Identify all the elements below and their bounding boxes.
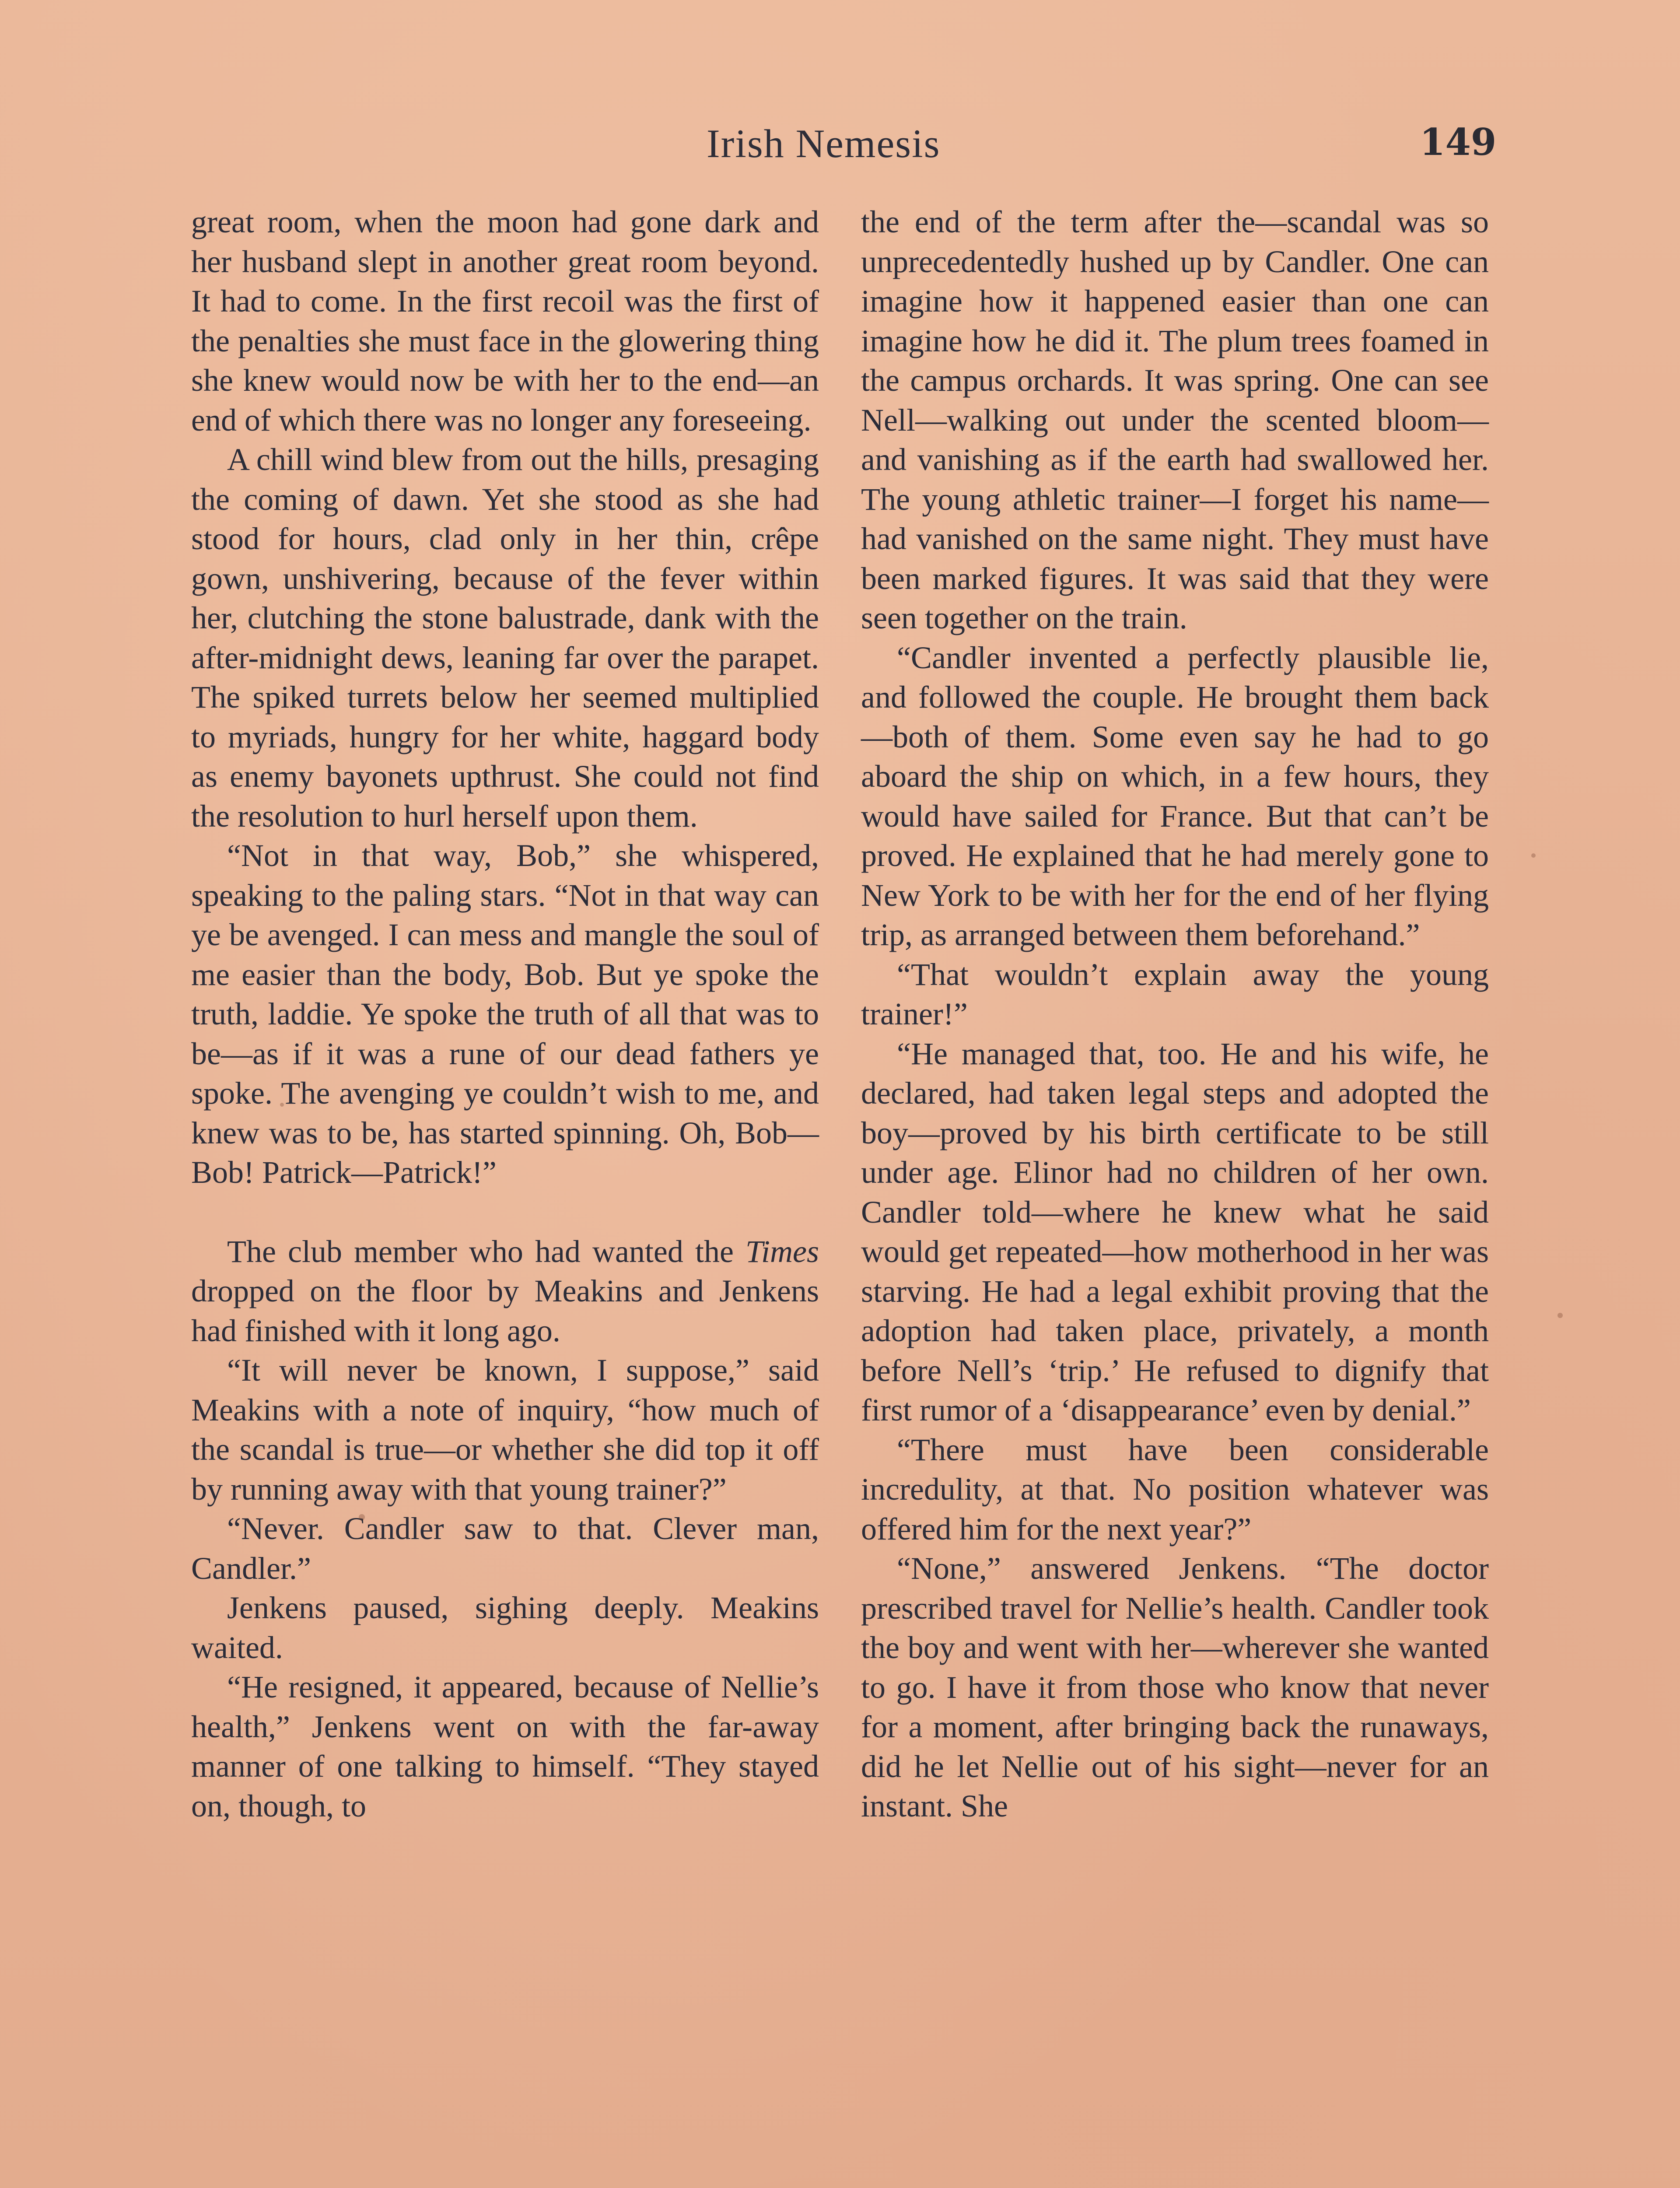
paper-speck [1531,853,1536,858]
paragraph: the end of the term after the—scandal was so unprecedentedly hushed up by Candler. One can imagine how it happened easier than one can imagine how he did it. The plum trees foamed in the campus orchards. It was spring. One can see Nell—walking out under the scented bloom—and vanishing as if the earth had swallowed her. The young athletic trainer—I forget his name—had vanished on the same night. They must have been marked figures. It was said that they were seen together on the train. [861,204,1489,635]
running-title: Irish Nemesis [707,121,941,166]
paragraph-text: The club member who had wanted [227,1234,683,1269]
paper-speck [1558,1313,1563,1318]
paper-speck [359,1514,365,1520]
paragraph-text: the [695,1234,734,1269]
paper-speck [280,1103,284,1107]
paragraph: “Never. Candler saw to that. Clever man, Candler.” [191,1511,819,1586]
paragraph: Jenkens paused, sighing deeply. Meakins waited. [191,1590,819,1665]
newspaper-title: Times [745,1234,819,1269]
paragraph-text: dropped on the floor by Meakins and Jenkens had finished with it long ago. [191,1273,819,1348]
paragraph: “It will never be known, I suppose,” said Meakins with a note of inquiry, “how much of the scandal is true—or whether she did top it off by running away with that young trainer?” [191,1353,819,1507]
page-header [0,120,1680,173]
paragraph: great room, when the moon had gone dark and her husband slept in another great room beyond. It had to come. In the first recoil was the first of the penalties she must face in the glowering thing she knew would now be with her to the end—an end of which there was no longer any foreseeing. [191,204,819,438]
paragraph: “There must have been considerable incredulity, at that. No position whatever was offered him for the next year?” [861,1432,1489,1546]
paragraph [191,1232,819,1351]
paragraph: “Not in that way, Bob,” she whispered, speaking to the paling stars. “Not in that way can ye be avenged. I can mess and mangle the soul of me easier than the body, Bob. But ye spoke the truth, laddie. Ye spoke the truth of all that was to be—as if it was a rune of our dead fathers ye spoke. The avenging ye couldn’t wish to me, and knew was to be, has started spinning. Oh, Bob—Bob! Patrick—Patrick!” [191,838,819,1190]
left-column [191,202,819,1826]
paragraph: “Candler invented a perfectly plausible lie, and followed the couple. He brought them back—both of them. Some even say he had to go aboard the ship on which, in a few hours, they would have sailed for France. But that can’t be proved. He explained that he had merely gone to New York to be with her for the end of her flying trip, as arranged between them beforehand.” [861,640,1489,952]
page-number: 149 [1420,120,1497,164]
paragraph: “He managed that, too. He and his wife, he declared, had taken legal steps and adopted the boy—proved by his birth certificate to be still under age. Elinor had no children of her own. Candler told—where he knew what he said would get repeated—how motherhood in her was starving. He had a legal exhibit proving that the adoption had taken place, privately, a month before Nell’s ‘trip.’ He refused to dignify that first rumor of a ‘disappearance’ even by denial.” [861,1036,1489,1427]
paragraph: “He resigned, it appeared, because of Nellie’s health,” Jenkens went on with the far-away manner of one talking to himself. “They stayed on, though, to [191,1669,819,1823]
section-break [191,1192,819,1232]
paragraph: “That wouldn’t explain away the young trainer!” [861,957,1489,1031]
paragraph: “None,” answered Jenkens. “The doctor prescribed travel for Nellie’s health. Candler took the boy and went with her—wherever she wanted to go. I have it from those who know that never for a moment, after bringing back the runaways, did he let Nellie out of his sight—never for an instant. She [861,1551,1489,1823]
right-column [861,202,1489,1826]
paragraph: A chill wind blew from out the hills, presaging the coming of dawn. Yet she stood as she had stood for hours, clad only in her thin, crêpe gown, unshivering, because of the fever within her, clutching the stone balustrade, dank with the after-midnight dews, leaning far over the parapet. The spiked turrets below her seemed multiplied to myriads, hungry for her white, haggard body as enemy bayonets upthrust. She could not find the resolution to hurl herself upon them. [191,442,819,834]
